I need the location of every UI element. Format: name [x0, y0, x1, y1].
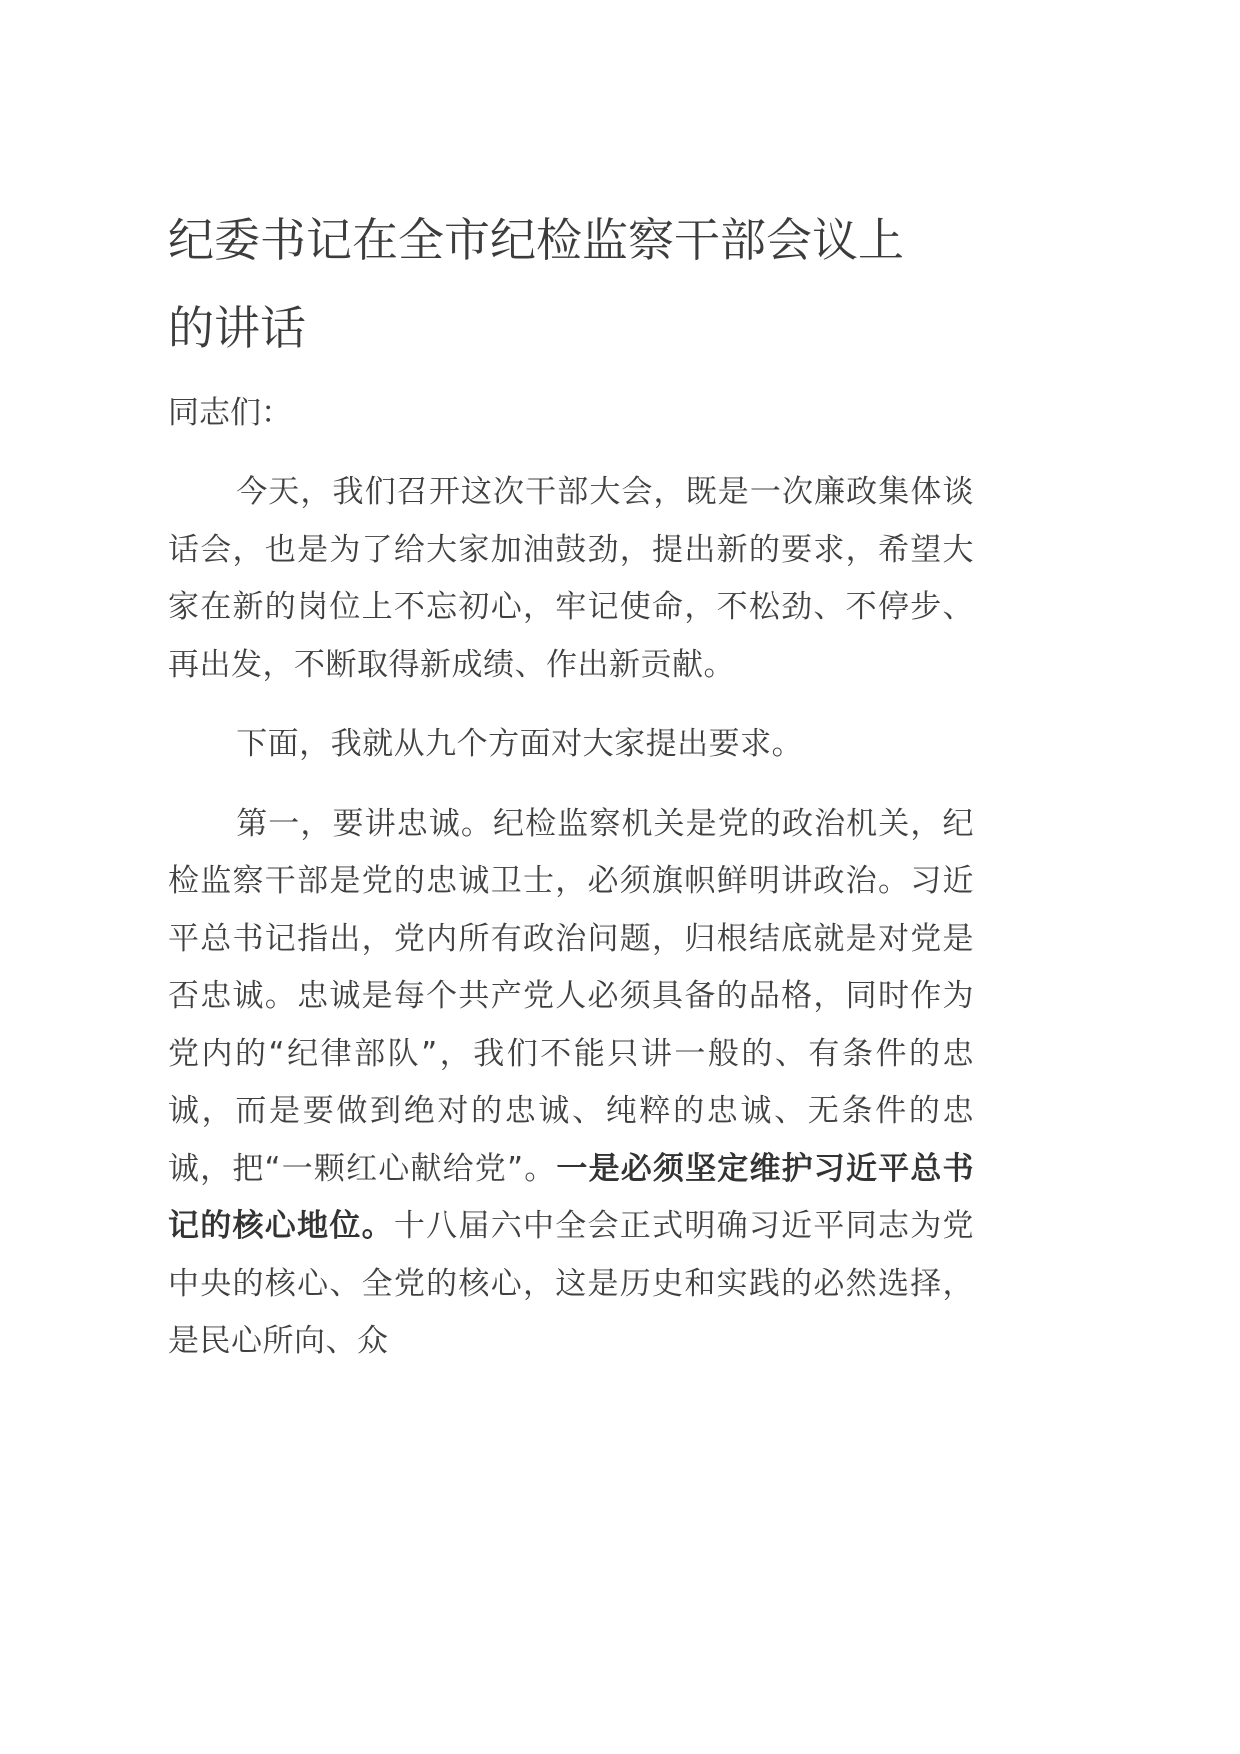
paragraph-intro-requirements: 下面，我就从九个方面对大家提出要求。	[236, 726, 804, 762]
document-title: 纪委书记在全市纪检监察干部会议上的讲话	[168, 213, 904, 355]
paragraph-text-continued: 十八届六中全会正式明确习近平同志为党中央的核心、全党的核心，这是历史和实践的必然选择，是民心所向、众	[168, 1208, 975, 1359]
bold-emphasis-point-one: 一是必须坚定维护习近平总书记的核心地位。	[168, 1150, 975, 1244]
salutation: 同志们：	[168, 395, 292, 431]
paragraph-opening: 今天，我们召开这次干部大会，既是一次廉政集体谈话会，也是为了给大家加油鼓劲，提出新的要求，希望大家在新的岗位上不忘初心，牢记使命，不松劲、不停步、再出发，不断取得新成绩、作出新贡献。	[168, 474, 974, 683]
paragraph-text: 第一，要讲忠诚。纪检监察机关是党的政治机关，纪检监察干部是党的忠诚卫士，必须旗帜鲜明讲政治。习近平总书记指出，党内所有政治问题，归根结底就是对党是否忠诚。忠诚是每个共产党人必须具备的品格，同时作为党内的“纪律部队”，我们不能只讲一般的、有条件的忠诚，而是要做到绝对的忠诚、纯粹的忠诚、无条件的忠诚，把“一颗红心献给党”。	[168, 805, 974, 1187]
document-page	[168, 196, 974, 1371]
paragraph-first-loyalty	[168, 796, 974, 1371]
